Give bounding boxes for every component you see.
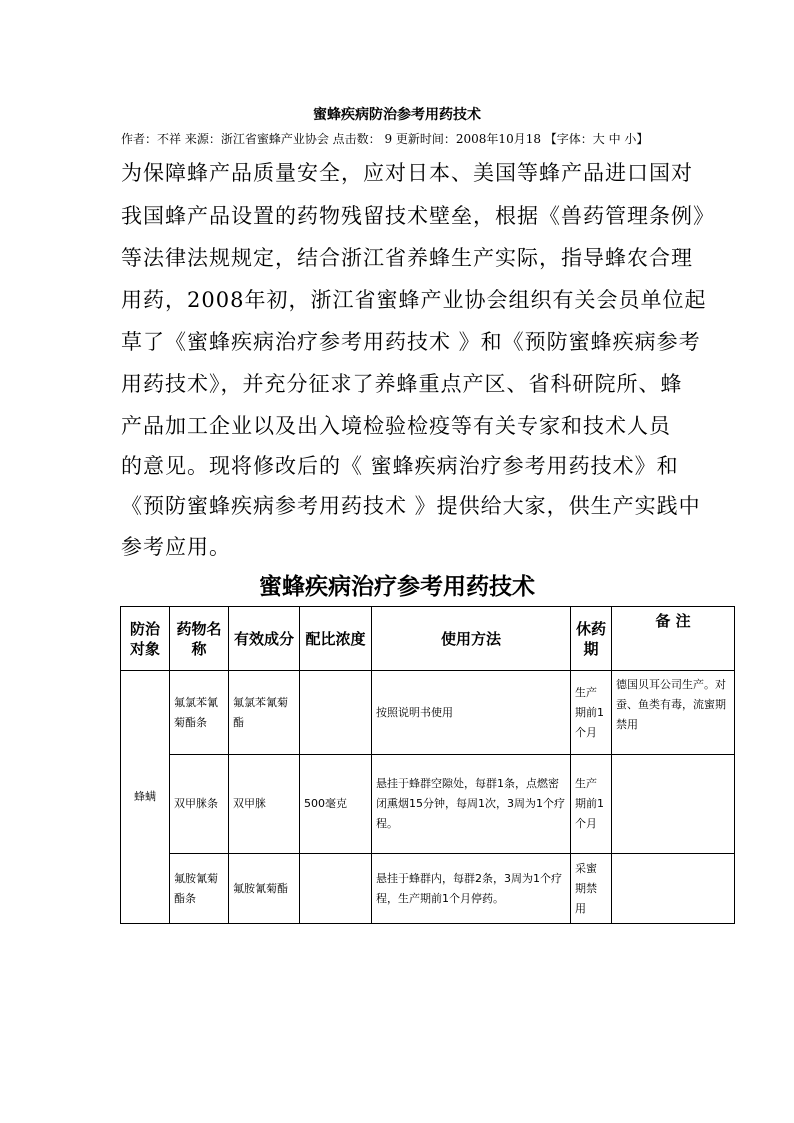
concentration-cell [300,854,372,924]
drug-name-cell: 双甲脒条 [170,755,229,854]
withdrawal-cell: 生产期前1个月 [571,671,612,755]
usage-cell: 悬挂于蜂群空隙处，每群1条，点燃密闭熏烟15分钟，每周1次，3周为1个疗程。 [372,755,571,854]
header-target: 防治对象 [121,607,170,671]
concentration-cell [300,671,372,755]
header-withdrawal: 休药期 [571,607,612,671]
article-meta: 作者：不祥 来源：浙江省蜜蜂产业协会 点击数： 9 更新时间：2008年10月18 【字体：大 中 小】 [121,132,649,146]
table-header-row [121,607,735,671]
header-ingredient: 有效成分 [229,607,300,671]
target-cell: 蜂螨 [121,671,170,924]
paragraph-line: 等法律法规规定，结合浙江省养蜂生产实际，指导蜂农合理 [121,246,693,270]
paragraph-line: 的意见。现将修改后的《 蜜蜂疾病治疗参考用药技术》和 [121,454,679,478]
paragraph-line: 产品加工企业以及出入境检验检疫等有关专家和技术人员 [121,414,671,438]
paragraph-line: 我国蜂产品设置的药物残留技术壁垒，根据《兽药管理条例》 [121,204,715,228]
table-title: 蜜蜂疾病治疗参考用药技术 [259,573,535,600]
header-drug-name: 药物名称 [170,607,229,671]
usage-cell: 悬挂于蜂群内，每群2条，3周为1个疗程，生产期前1个月停药。 [372,854,571,924]
notes-cell [612,854,735,924]
drug-table [120,606,735,924]
header-concentration: 配比浓度 [300,607,372,671]
paragraph-line: 草了《蜜蜂疾病治疗参考用药技术 》和《预防蜜蜂疾病参考 [121,330,701,354]
ingredient-cell: 氟氯苯氰菊酯 [229,671,300,755]
notes-cell [612,755,735,854]
table-row [121,854,735,924]
usage-cell: 按照说明书使用 [372,671,571,755]
drug-name-cell: 氟胺氰菊酯条 [170,854,229,924]
header-usage: 使用方法 [372,607,571,671]
notes-cell: 德国贝耳公司生产。对蚕、鱼类有毒，流蜜期禁用 [612,671,735,755]
withdrawal-cell: 采蜜期禁用 [571,854,612,924]
table-row [121,755,735,854]
header-notes: 备 注 [612,607,735,671]
paragraph-line: 为保障蜂产品质量安全，应对日本、美国等蜂产品进口国对 [121,161,693,185]
concentration-cell: 500毫克 [300,755,372,854]
paragraph-line: 用药，2008年初，浙江省蜜蜂产业协会组织有关会员单位起 [121,288,707,312]
document-title: 蜜蜂疾病防治参考用药技术 [313,107,481,123]
ingredient-cell: 双甲脒 [229,755,300,854]
table-row [121,671,735,755]
paragraph-line: 《预防蜜蜂疾病参考用药技术 》提供给大家，供生产实践中 [121,494,701,518]
drug-name-cell: 氟氯苯氰菊酯条 [170,671,229,755]
paragraph-line: 参考应用。 [121,535,231,559]
ingredient-cell: 氟胺氰菊酯 [229,854,300,924]
paragraph-line: 用药技术》，并充分征求了养蜂重点产区、省科研院所、蜂 [121,372,683,396]
withdrawal-cell: 生产期前1个月 [571,755,612,854]
